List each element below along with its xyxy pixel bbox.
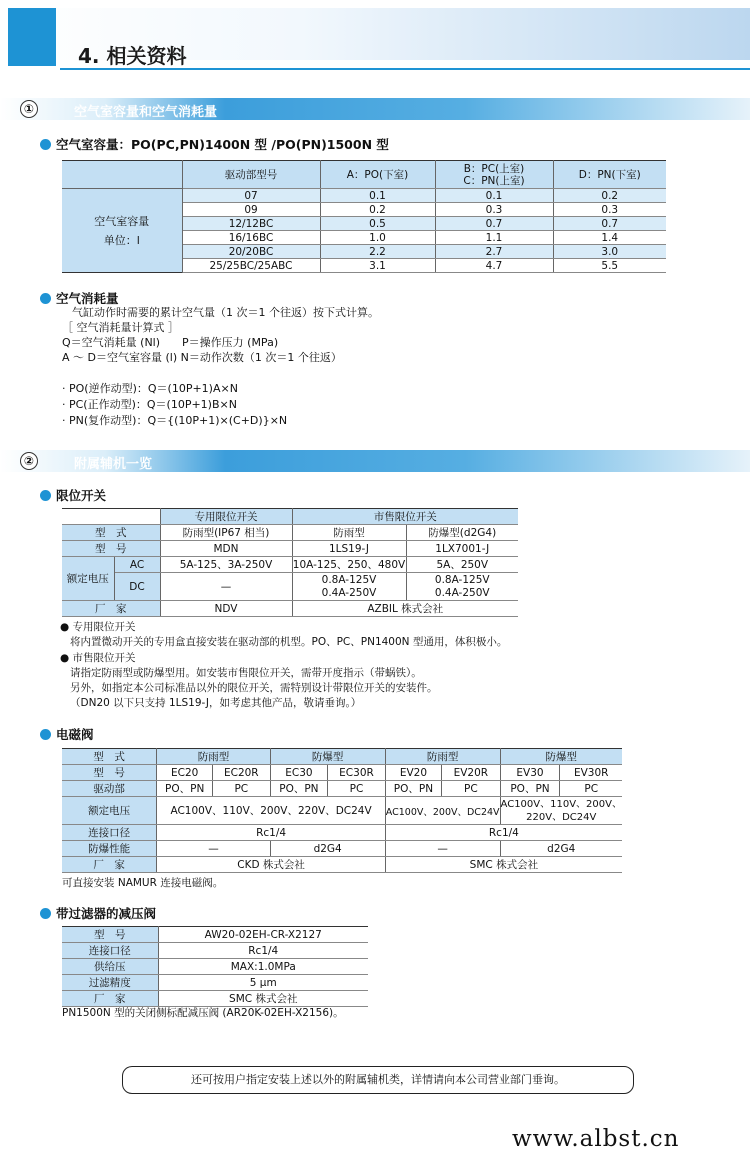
table-cell: 07 <box>182 189 320 203</box>
air-chamber-table <box>62 160 666 273</box>
formula-pc: · PC(正作动型)：Q＝(10P+1)B×N <box>62 398 237 411</box>
table-cell: 防爆型 <box>270 749 385 765</box>
section-title-1: 空气室容量和空气消耗量 <box>74 105 218 120</box>
formula-heading: ［ 空气消耗量计算式 ］ <box>62 321 179 334</box>
row-label-drive: 驱动部 <box>62 781 157 797</box>
row-label-type: 型 式 <box>62 525 160 541</box>
row-label: 供给压 <box>62 959 158 975</box>
formula-pn: · PN(复作动型)：Q＝{(10P+1)×(C+D)}×N <box>62 414 288 427</box>
solenoid-table <box>62 748 622 873</box>
subhead-solenoid: 电磁阀 <box>40 725 94 743</box>
table-cell: d2G4 <box>270 841 385 857</box>
table-cell: d2G4 <box>500 841 622 857</box>
site-url: www.albst.cn <box>512 1126 680 1152</box>
table-cell: 0.2 <box>320 203 435 217</box>
limit-note-1: ● 专用限位开关 <box>60 621 136 633</box>
formula-def-2: A ～ D＝空气室容量 (l) N＝动作次数（1 次＝1 个往返） <box>62 351 342 364</box>
table-cell: 0.7 <box>553 217 666 231</box>
table-cell: 1.0 <box>320 231 435 245</box>
table-cell: SMC 株式会社 <box>385 857 622 873</box>
limit-note-4: 请指定防雨型或防爆型用。如安装市售限位开关，需带开度指示（带蜗铁）。 <box>70 667 422 679</box>
formula-def-1: Q＝空气消耗量 (Nl) P＝操作压力 (MPa) <box>62 336 279 349</box>
table-cell: 0.8A-125V 0.4A-250V <box>292 573 406 601</box>
row-label-model: 型 号 <box>62 765 157 781</box>
table-cell: PC <box>442 781 500 797</box>
col-header-bc: B：PC(上室) C：PN(上室) <box>435 161 553 189</box>
solenoid-note: 可直接安装 NAMUR 连接电磁阀。 <box>62 877 224 889</box>
table-cell: PO、PN <box>270 781 328 797</box>
row-label-ac: AC <box>114 557 160 573</box>
table-cell: AZBIL 株式会社 <box>292 601 518 617</box>
table-cell: Rc1/4 <box>158 943 368 959</box>
table-cell: AC100V、110V、200V、 220V、DC24V <box>500 798 622 823</box>
table-cell: EV30 <box>500 765 560 781</box>
col-group-commercial: 市售限位开关 <box>292 509 518 525</box>
table-cell: 10A-125、250、480V <box>292 557 406 573</box>
table-cell: 防雨型 <box>157 749 270 765</box>
regulator-table <box>62 926 368 1007</box>
table-cell: PC <box>213 781 271 797</box>
table-cell: 0.3 <box>553 203 666 217</box>
bullet-dot-icon <box>40 293 51 304</box>
header-accent-block <box>8 8 56 66</box>
table-cell: 2.7 <box>435 245 553 259</box>
limit-switch-table <box>62 508 518 617</box>
table-cell: EC20R <box>213 765 271 781</box>
table-cell: MDN <box>160 541 292 557</box>
row-label-port: 连接口径 <box>62 825 157 841</box>
row-label-maker: 厂 家 <box>62 601 160 617</box>
subhead-limit-switch: 限位开关 <box>40 486 106 504</box>
table-cell: 3.0 <box>553 245 666 259</box>
page-title: 4. 相关资料 <box>78 44 187 68</box>
table-cell: AC100V、200V、DC24V <box>385 797 500 825</box>
table-cell: 3.1 <box>320 259 435 273</box>
bullet-dot-icon <box>40 490 51 501</box>
table-cell: 0.8A-125V 0.4A-250V <box>406 573 518 601</box>
row-label-voltage: 额定电压 <box>62 557 114 601</box>
table-cell: 防雨型(IP67 相当) <box>160 525 292 541</box>
section-bar-2 <box>0 450 750 472</box>
table-cell: PC <box>328 781 386 797</box>
col-group-dedicated: 专用限位开关 <box>160 509 292 525</box>
row-label-model: 型 号 <box>62 541 160 557</box>
table-cell: 0.2 <box>553 189 666 203</box>
table-cell: 2.2 <box>320 245 435 259</box>
table-cell: 5A-125、3A-250V <box>160 557 292 573</box>
col-header-a: A：PO(下室) <box>320 161 435 189</box>
formula-po: · PO(逆作动型)：Q＝(10P+1)A×N <box>62 382 238 395</box>
table-cell: Rc1/4 <box>385 825 622 841</box>
row-label-dc: DC <box>114 573 160 601</box>
table-cell: EV20R <box>442 765 500 781</box>
table-cell: AW20-02EH-CR-X2127 <box>158 927 368 943</box>
table-cell: MAX:1.0MPa <box>158 959 368 975</box>
table-cell: 防爆型(d2G4) <box>406 525 518 541</box>
table-cell: 防雨型 <box>292 525 406 541</box>
table-cell: 12/12BC <box>182 217 320 231</box>
footer-note-box: 还可按用户指定安装上述以外的附属辅机类，详情请向本公司营业部门垂询。 <box>122 1066 634 1094</box>
table-cell: PC <box>560 781 622 797</box>
table-cell: EC20 <box>157 765 213 781</box>
table-cell: PO、PN <box>500 781 560 797</box>
limit-note-2: 将内置微动开关的专用盒直接安装在驱动部的机型。PO、PC、PN1400N 型通用，体积极小。 <box>70 636 508 648</box>
row-label-maker: 厂 家 <box>62 857 157 873</box>
row-label-chamber: 空气室容量 单位：l <box>62 189 182 273</box>
table-cell: 1.4 <box>553 231 666 245</box>
table-cell: 1LS19-J <box>292 541 406 557</box>
table-cell: 防雨型 <box>385 749 500 765</box>
table-cell: PO、PN <box>157 781 213 797</box>
table-cell: NDV <box>160 601 292 617</box>
table-cell: Rc1/4 <box>157 825 385 841</box>
table-cell: 5.5 <box>553 259 666 273</box>
row-label: 过滤精度 <box>62 975 158 991</box>
limit-note-6: （DN20 以下只支持 1LS19-J，如考虑其他产品，敬请垂询。） <box>70 697 362 709</box>
row-label: 连接口径 <box>62 943 158 959</box>
table-cell: SMC 株式会社 <box>158 991 368 1007</box>
subhead-air-chamber: 空气室容量：PO(PC,PN)1400N 型 /PO(PN)1500N 型 <box>40 135 389 153</box>
section-title-2: 附属辅机一览 <box>74 457 153 472</box>
table-cell: CKD 株式会社 <box>157 857 385 873</box>
table-cell: PO、PN <box>385 781 441 797</box>
table-cell: — <box>157 841 270 857</box>
table-cell: — <box>160 573 292 601</box>
table-cell: EV20 <box>385 765 441 781</box>
bullet-dot-icon <box>40 908 51 919</box>
table-cell: 5 μm <box>158 975 368 991</box>
table-cell: 0.1 <box>320 189 435 203</box>
col-header-model: 驱动部型号 <box>182 161 320 189</box>
table-cell: 0.7 <box>435 217 553 231</box>
subhead-air-consumption: 空气消耗量 <box>40 289 119 307</box>
table-cell: 1.1 <box>435 231 553 245</box>
bullet-dot-icon <box>40 729 51 740</box>
table-cell: 16/16BC <box>182 231 320 245</box>
table-cell: EC30 <box>270 765 328 781</box>
row-label-ex: 防爆性能 <box>62 841 157 857</box>
limit-note-3: ● 市售限位开关 <box>60 652 136 664</box>
table-cell: 09 <box>182 203 320 217</box>
table-cell: 0.1 <box>435 189 553 203</box>
table-cell: 5A、250V <box>406 557 518 573</box>
table-cell: — <box>385 841 500 857</box>
table-cell: 25/25BC/25ABC <box>182 259 320 273</box>
row-label: 厂 家 <box>62 991 158 1007</box>
table-cell: 1LX7001-J <box>406 541 518 557</box>
subhead-regulator: 带过滤器的减压阀 <box>40 904 156 922</box>
table-cell: 4.7 <box>435 259 553 273</box>
table-cell: 防爆型 <box>500 749 622 765</box>
table-cell: EC30R <box>328 765 386 781</box>
limit-note-5: 另外，如指定本公司标准品以外的限位开关，需特别设计带限位开关的安装件。 <box>70 682 438 694</box>
col-header-d: D：PN(下室) <box>553 161 666 189</box>
table-cell: 0.3 <box>435 203 553 217</box>
row-label: 型 号 <box>62 927 158 943</box>
table-cell: EV30R <box>560 765 622 781</box>
table-cell: AC100V、110V、200V、220V、DC24V <box>157 797 385 825</box>
header-rule <box>60 68 750 70</box>
section-number-1: ① <box>20 100 38 118</box>
row-label-voltage: 额定电压 <box>62 797 157 825</box>
row-label-type: 型 式 <box>62 749 157 765</box>
table-cell: 20/20BC <box>182 245 320 259</box>
regulator-note: PN1500N 型的关闭侧标配减压阀 (AR20K-02EH-X2156)。 <box>62 1007 344 1019</box>
bullet-dot-icon <box>40 139 51 150</box>
section-bar-1 <box>0 98 750 120</box>
section-number-2: ② <box>20 452 38 470</box>
formula-intro: 气缸动作时需要的累计空气量（1 次＝1 个往返）按下式计算。 <box>72 306 379 319</box>
table-cell: 0.5 <box>320 217 435 231</box>
